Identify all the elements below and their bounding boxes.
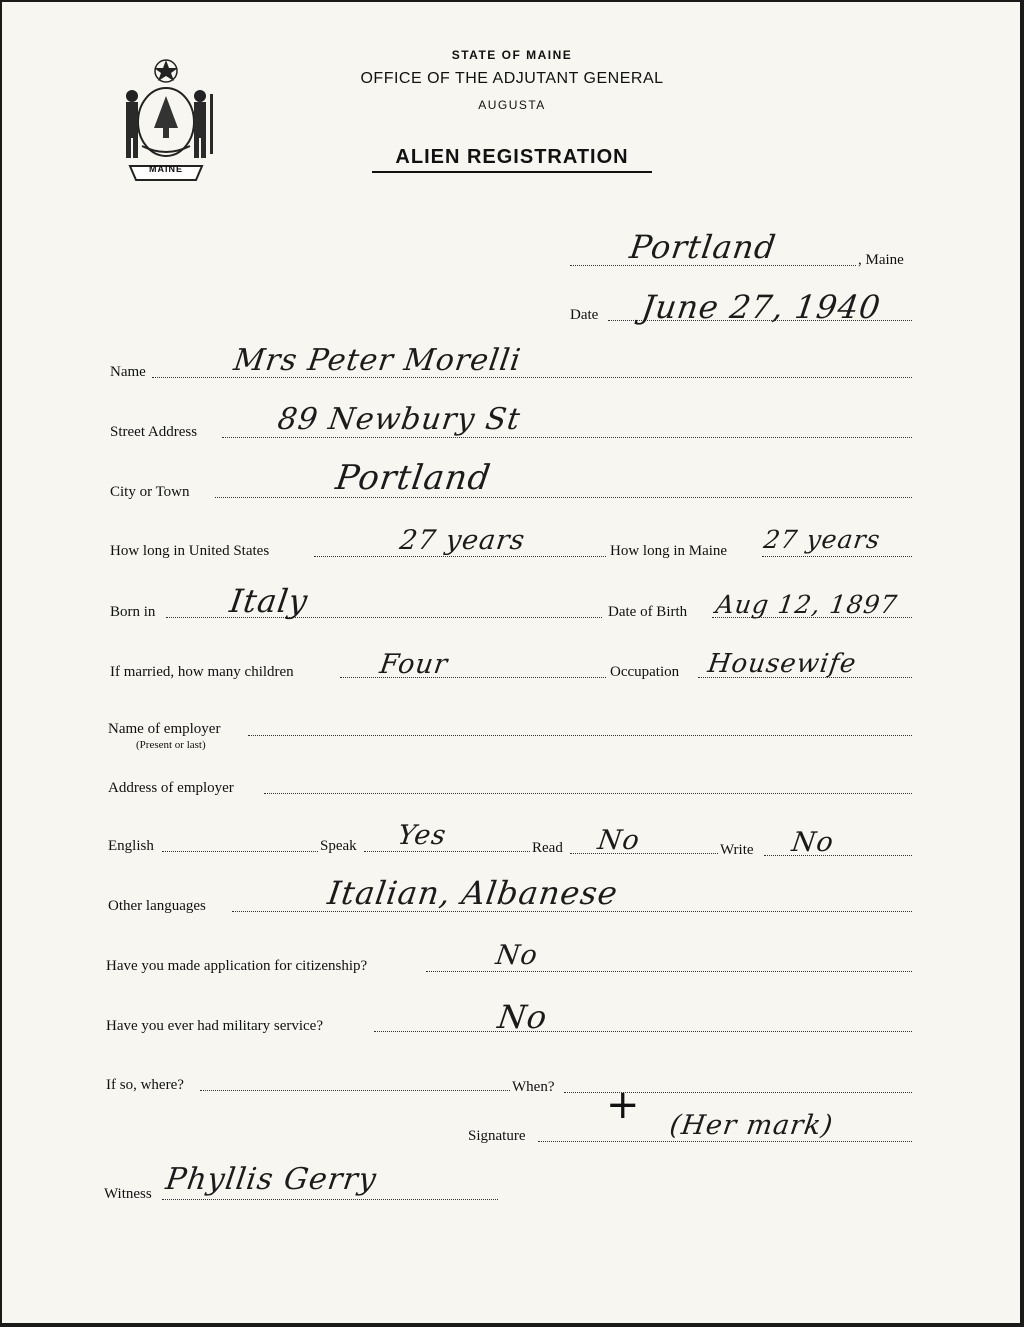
how-long-me-label: How long in Maine xyxy=(610,543,728,559)
form-title: ALIEN REGISTRATION xyxy=(395,146,629,168)
city-entry: Portland xyxy=(333,458,494,498)
occupation-entry: Housewife xyxy=(705,649,859,679)
date-entry: June 27, 1940 xyxy=(639,288,884,326)
read-label: Read xyxy=(532,840,563,856)
street-line xyxy=(222,437,912,438)
where-label: If so, where? xyxy=(106,1077,184,1093)
employer-sublabel: (Present or last) xyxy=(136,739,206,751)
where-line xyxy=(200,1090,510,1091)
dob-entry: Aug 12, 1897 xyxy=(713,590,900,619)
years-us-entry: 27 years xyxy=(397,525,528,556)
employer-line xyxy=(248,735,912,736)
military-line xyxy=(374,1031,912,1032)
occupation-label: Occupation xyxy=(610,664,680,680)
speak-label: Speak xyxy=(320,838,357,854)
when-label: When? xyxy=(512,1079,555,1095)
signature-label: Signature xyxy=(468,1128,526,1144)
military-entry: No xyxy=(495,998,550,1036)
military-label: Have you ever had military service? xyxy=(106,1018,323,1034)
born-entry: Italy xyxy=(227,582,311,620)
date-label: Date xyxy=(570,307,599,323)
speak-line xyxy=(364,851,530,852)
name-label: Name xyxy=(110,364,146,380)
state-heading: STATE OF MAINE xyxy=(451,48,573,62)
office-heading: OFFICE OF THE ADJUTANT GENERAL xyxy=(360,70,664,87)
children-entry: Four xyxy=(377,649,450,680)
citizenship-entry: No xyxy=(493,940,541,971)
witness-label: Witness xyxy=(104,1186,152,1202)
street-entry: 89 Newbury St xyxy=(275,402,523,437)
citizenship-label: Have you made application for citizenship? xyxy=(106,958,368,974)
witness-line xyxy=(162,1199,498,1200)
city-label: City or Town xyxy=(110,484,190,500)
how-long-me-line xyxy=(762,556,912,557)
years-me-entry: 27 years xyxy=(761,525,883,554)
registration-form-page xyxy=(2,2,1020,1323)
how-long-us-line xyxy=(314,556,606,557)
title-underline xyxy=(372,171,652,173)
born-label: Born in xyxy=(110,604,156,620)
street-label: Street Address xyxy=(110,424,198,440)
write-entry: No xyxy=(789,827,837,858)
place-suffix-label: , Maine xyxy=(858,252,904,268)
english-line xyxy=(162,851,318,852)
languages-entry: Italian, Albanese xyxy=(325,874,621,912)
seal-banner-text: MAINE xyxy=(149,164,183,174)
employer-address-label: Address of employer xyxy=(108,780,234,796)
english-label: English xyxy=(108,838,154,854)
employer-label: Name of employer xyxy=(108,721,221,737)
signature-line xyxy=(538,1141,912,1142)
write-label: Write xyxy=(720,842,754,858)
children-label: If married, how many children xyxy=(110,664,294,680)
citizenship-line xyxy=(426,971,912,972)
signature-note: (Her mark) xyxy=(667,1110,836,1141)
place-entry: Portland xyxy=(627,228,779,266)
witness-signature: Phyllis Gerry xyxy=(163,1162,379,1197)
speak-entry: Yes xyxy=(395,820,449,851)
employer-address-line xyxy=(264,793,912,794)
read-entry: No xyxy=(595,825,643,856)
city-line xyxy=(215,497,912,498)
how-long-us-label: How long in United States xyxy=(110,543,270,559)
dob-label: Date of Birth xyxy=(608,604,688,620)
read-line xyxy=(570,853,718,854)
signature-mark: + xyxy=(606,1082,640,1128)
city-heading: AUGUSTA xyxy=(478,98,546,112)
other-languages-label: Other languages xyxy=(108,898,206,914)
name-entry: Mrs Peter Morelli xyxy=(231,343,524,378)
write-line xyxy=(764,855,912,856)
